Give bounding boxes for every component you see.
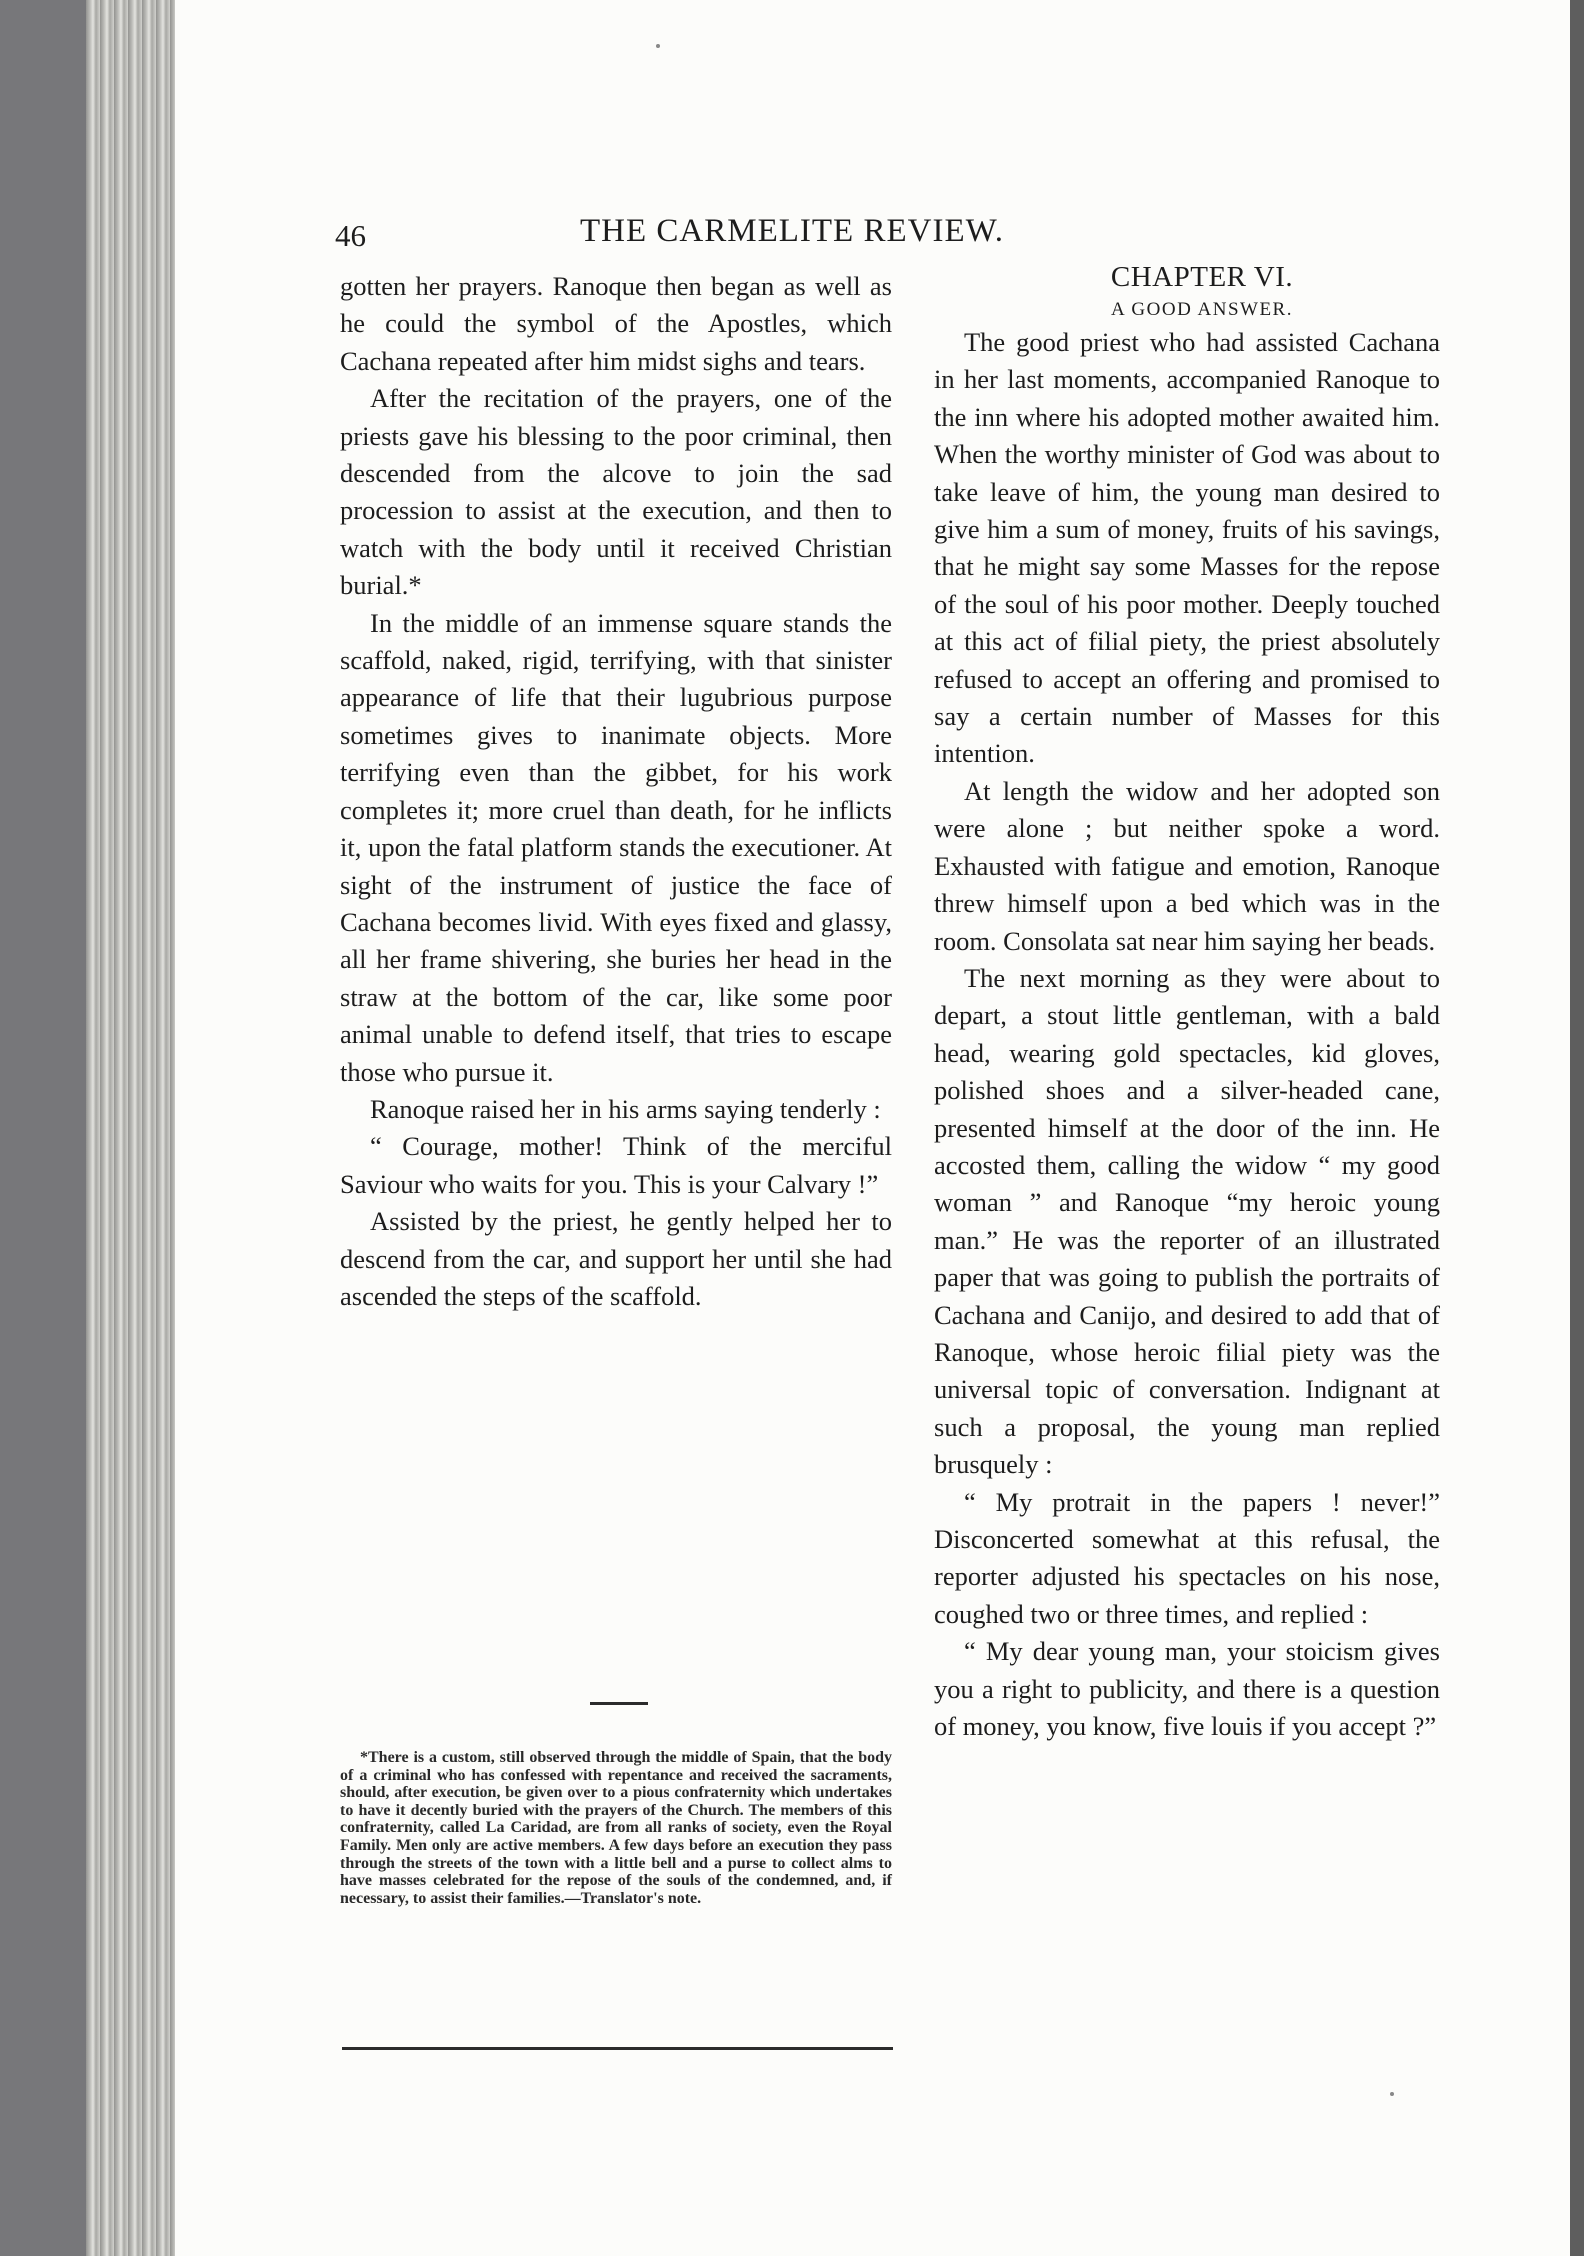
footnote xyxy=(340,1749,892,1907)
book-binding-shadow xyxy=(0,0,86,2256)
book-binding-edge xyxy=(86,0,175,2256)
footnote-text: *There is a custom, still observed through the middle of Spain, that the body of a criminal who has confessed with repentance and received the sacraments, should, after execution, be given over to a pious confraternity which undertakes to have it decently buried with the prayers of the Church. The members of this confraternity, called La Caridad, are from all ranks of society, even the Royal Family. Men only are active members. A few days before an execution they pass through the streets of the town with a little bell and a purse to collect alms to have masses celebrated for the repose of the souls of the condemned, and, if necessary, to assist their families.—Translator's note. xyxy=(340,1749,892,1907)
footnote-rule xyxy=(342,2047,893,2050)
paragraph: Ranoque raised her in his arms saying tenderly : xyxy=(370,1093,881,1124)
paragraph: After the recitation of the prayers, one of the priests gave his blessing to the poor criminal, then descended from the alcove to join the sad procession to assist at the execution, and then to watch with the body until it received Christian burial.* xyxy=(340,383,892,601)
quote-paragraph: “ My protrait in the papers ! never!” Disconcerted somewhat at this refusal, the reporter adjusted his spectacles on his nose, coughed two or three times, and replied : xyxy=(934,1486,1440,1629)
quote-paragraph: “ Courage, mother! Think of the merciful Saviour who waits for you. This is your Calvary !” xyxy=(340,1131,892,1199)
paragraph: gotten her prayers. Ranoque then began as well as he could the symbol of the Apostles, which Cachana repeated after him midst sighs and tears. xyxy=(340,271,892,376)
page-number: 46 xyxy=(335,218,366,253)
page-right-shadow xyxy=(1570,0,1584,2256)
chapter-title: CHAPTER VI. xyxy=(1110,261,1294,293)
speck xyxy=(1390,2092,1394,2096)
paragraph: Assisted by the priest, he gently helped her to descend from the car, and support her until she had ascended the steps of the scaffold. xyxy=(340,1206,892,1311)
quote-paragraph: “ My dear young man, your stoicism gives you a right to publicity, and there is a question of money, you know, five louis if you accept ?” xyxy=(934,1636,1440,1742)
section-divider xyxy=(590,1702,648,1705)
chapter-subtitle: A GOOD ANSWER. xyxy=(1111,299,1293,320)
paragraph: At length the widow and her adopted son were alone ; but neither spoke a word. Exhausted with fatigue and emotion, Ranoque threw himself upon a bed which was in the room. Consolata sat near him saying her beads. xyxy=(934,775,1440,956)
paragraph: The good priest who had assisted Cachana in her last moments, accompanied Ranoque to the inn where his adopted mother awaited him. When the worthy minister of God was about to take leave of him, the young man desired to give him a sum of money, fruits of his savings, that he might say some Masses for the repose of the soul of his poor mother. Deeply touched at this act of filial piety, the priest absolutely refused to accept an offering and promised to say a certain number of Masses for this intention. xyxy=(934,327,1440,769)
paragraph: In the middle of an immense square stands the scaffold, naked, rigid, terrifying, with that sinister appearance of life that their lugubrious purpose sometimes gives to inanimate objects. More terrifying even than the gibbet, for his work completes it; more cruel than death, for he inflicts it, upon the fatal platform stands the executioner. At sight of the instrument of justice the face of Cachana becomes livid. With eyes fixed and glassy, all her frame shivering, she buries her head in the straw at the bottom of the car, like some poor animal unable to defend itself, that tries to escape those who pursue it. xyxy=(340,607,892,1087)
right-column xyxy=(934,258,1440,1745)
running-title: THE CARMELITE REVIEW. xyxy=(580,213,1004,249)
speck xyxy=(656,44,660,48)
paragraph: The next morning as they were about to depart, a stout little gentleman, with a bald head, wearing gold spectacles, kid gloves, polished shoes and a silver-headed cane, presented himself at the door of the inn. He accosted them, calling the widow “ my good woman ” and Ranoque “my heroic young man.” He was the reporter of an illustrated paper that was going to publish the portraits of Cachana and Canijo, and desired to add that of Ranoque, whose heroic filial piety was the universal topic of conversation. Indignant at such a proposal, the young man replied brusquely : xyxy=(934,962,1440,1480)
left-column xyxy=(340,268,892,1315)
